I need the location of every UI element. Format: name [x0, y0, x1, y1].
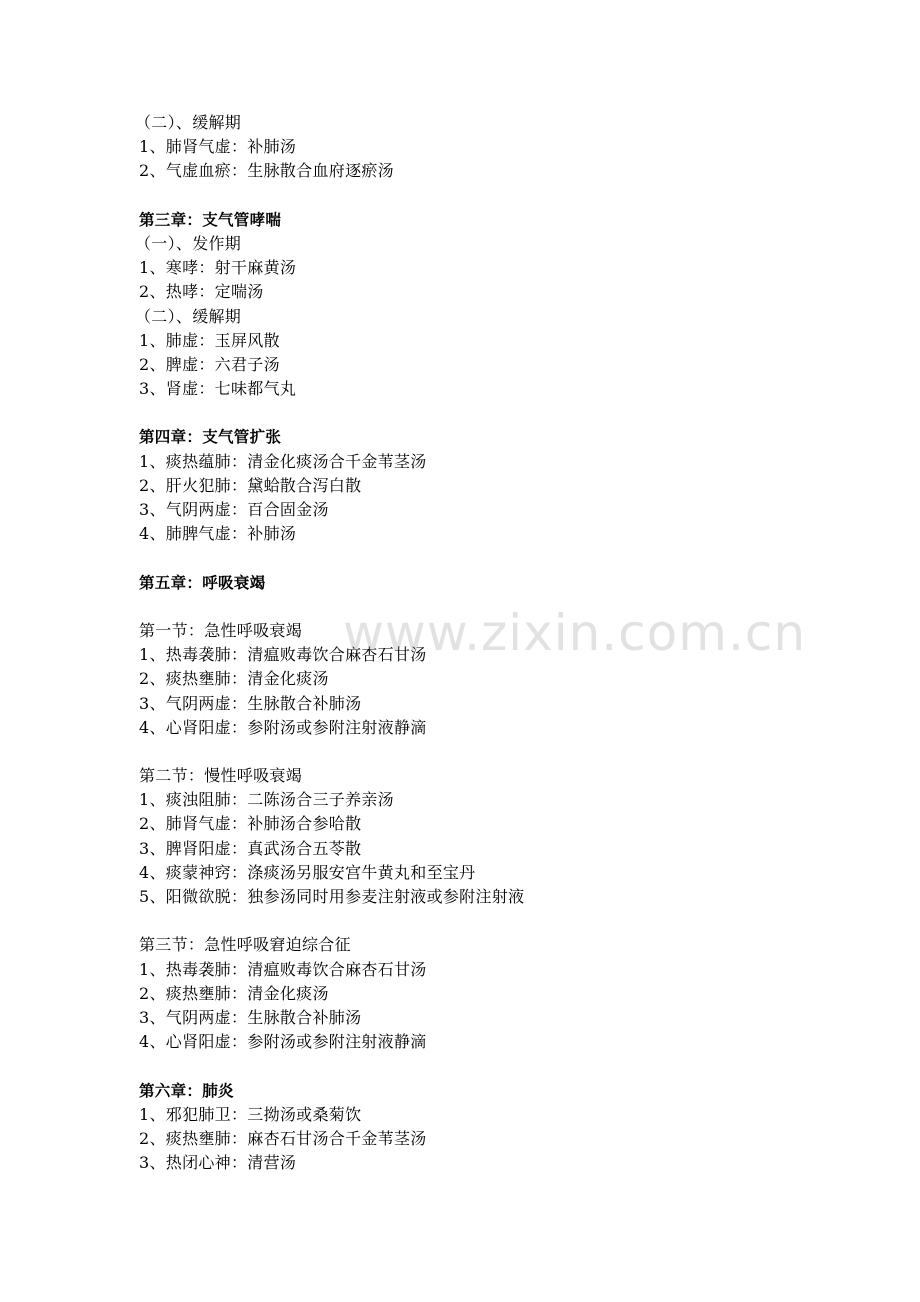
list-item: 2、肝火犯肺：黛蛤散合泻白散 — [139, 475, 362, 495]
list-item: 4、痰蒙神窍：涤痰汤另服安宫牛黄丸和至宝丹 — [139, 862, 476, 882]
blank-line — [139, 740, 839, 764]
list-item: 第三节：急性呼吸窘迫综合征 — [139, 935, 351, 955]
list-item: 3、肾虚：七味都气丸 — [139, 379, 297, 399]
list-item: 3、气阴两虚：生脉散合补肺汤 — [139, 1007, 362, 1027]
blank-line — [139, 401, 839, 425]
list-item: 3、热闭心神：清营汤 — [139, 1153, 297, 1173]
list-item: 2、痰热壅肺：清金化痰汤 — [139, 983, 329, 1003]
list-item: 2、肺肾气虚：补肺汤合参哈散 — [139, 814, 362, 834]
chapter-heading: 第六章：肺炎 — [139, 1081, 234, 1100]
list-item: 2、热哮：定喘汤 — [139, 282, 264, 302]
list-item: 1、肺肾气虚：补肺汤 — [139, 137, 297, 157]
list-item: 2、痰热壅肺：清金化痰汤 — [139, 669, 329, 689]
watermark: www.zixin.com.cn — [343, 604, 807, 662]
list-item: 1、肺虚：玉屏风散 — [139, 330, 280, 350]
list-item: 1、痰浊阻肺：二陈汤合三子养亲汤 — [139, 790, 394, 810]
list-item: 4、肺脾气虚：补肺汤 — [139, 524, 297, 544]
blank-line — [139, 546, 839, 570]
list-item: 2、气虚血瘀：生脉散合血府逐瘀汤 — [139, 161, 394, 181]
list-item: 1、热毒袭肺：清瘟败毒饮合麻杏石甘汤 — [139, 959, 427, 979]
chapter-heading: 第四章：支气管扩张 — [139, 428, 282, 447]
section-subheading: （二）、缓解期 — [135, 306, 242, 326]
list-item: 3、气阴两虚：百合固金汤 — [139, 500, 329, 519]
list-item: 第二节：慢性呼吸衰竭 — [139, 766, 303, 786]
list-item: 5、阳微欲脱：独参汤同时用参麦注射液或参附注射液 — [139, 887, 525, 906]
chapter-heading: 第五章：呼吸衰竭 — [139, 573, 266, 592]
list-item: 1、邪犯肺卫：三拗汤或桑菊饮 — [139, 1104, 362, 1124]
list-item: 3、脾肾阳虚：真武汤合五苓散 — [139, 838, 362, 858]
chapter-heading: 第三章：支气管哮喘 — [139, 210, 282, 229]
list-item: 3、气阴两虚：生脉散合补肺汤 — [139, 693, 362, 713]
list-item: 第一节：急性呼吸衰竭 — [139, 620, 303, 640]
section-subheading: （二）、缓解期 — [135, 113, 242, 132]
blank-line — [139, 909, 839, 933]
list-item: 4、心肾阳虚：参附汤或参附注射液静滴 — [139, 717, 427, 737]
list-item: 4、心肾阳虚：参附汤或参附注射液静滴 — [139, 1032, 427, 1052]
list-item: 2、脾虚：六君子汤 — [139, 354, 280, 374]
blank-line — [139, 184, 839, 208]
list-item: 1、寒哮：射干麻黄汤 — [139, 258, 297, 278]
blank-line — [139, 1054, 839, 1078]
list-item: 1、热毒袭肺：清瘟败毒饮合麻杏石甘汤 — [139, 645, 427, 665]
list-item: 2、痰热壅肺：麻杏石甘汤合千金苇茎汤 — [139, 1128, 427, 1148]
list-item: 1、痰热蕴肺：清金化痰汤合千金苇茎汤 — [139, 451, 427, 471]
section-subheading: （一）、发作期 — [135, 233, 242, 253]
